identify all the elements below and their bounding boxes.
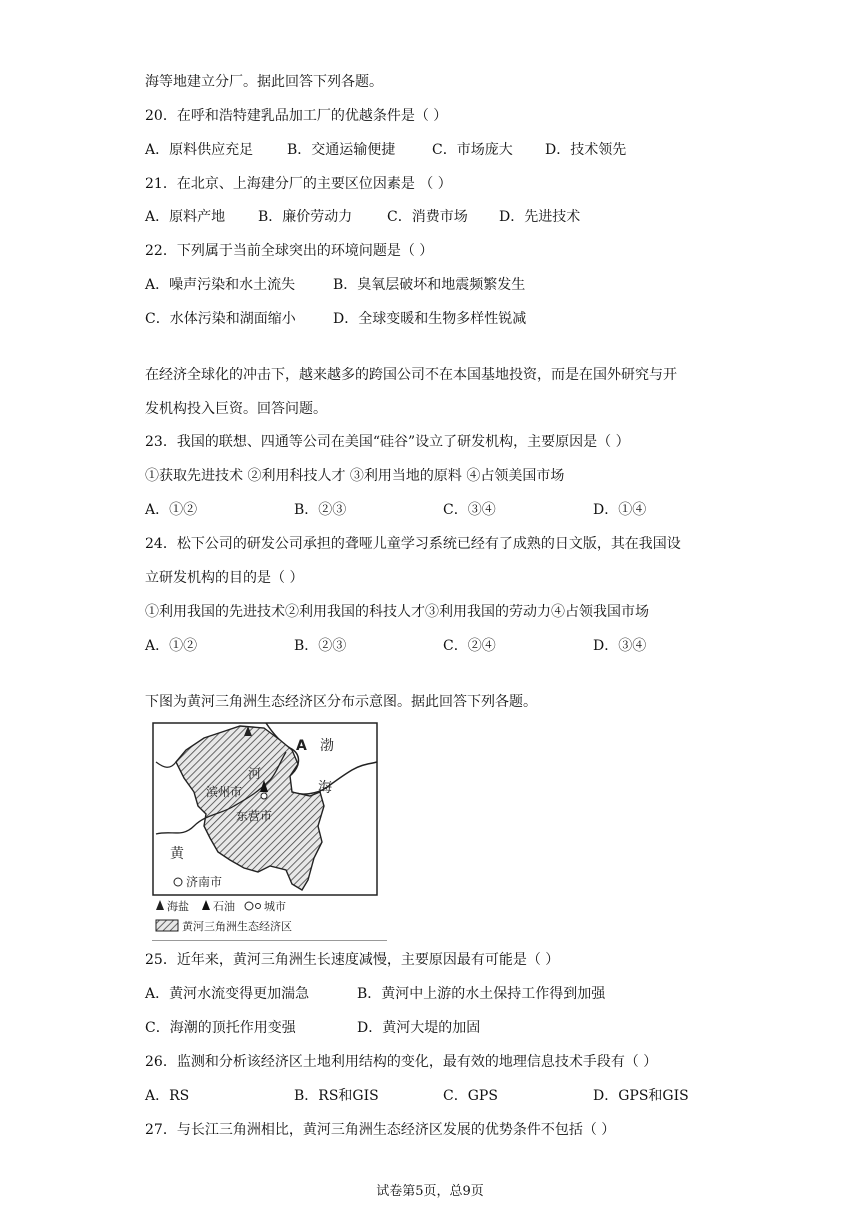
legend-city-label: 城市 [264, 900, 286, 913]
legend-salt-label: 海盐 [167, 900, 189, 913]
option-d[interactable]: D．GPS和GIS [593, 1088, 689, 1104]
option-c[interactable]: C．GPS [443, 1088, 498, 1104]
legend-zone-label: 黄河三角洲生态经济区 [182, 920, 292, 933]
option-c[interactable]: C．水体污染和湖面缩小 [145, 311, 296, 327]
label-bo: 渤 [320, 738, 334, 754]
legend-oil-icon [202, 900, 210, 910]
legend-city-icon-small [256, 904, 261, 909]
label-hai: 海 [318, 780, 332, 796]
q24-statements: ①利用我国的先进技术②利用我国的科技人才③利用我国的劳动力④占领我国市场 [145, 604, 649, 620]
passage-line: 发机构投入巨资。回答问题。 [145, 401, 327, 417]
option-a[interactable]: A．噪声污染和水土流失 [145, 277, 296, 293]
city-dongying: 东营市 [236, 809, 273, 823]
city-icon [261, 793, 267, 799]
option-a[interactable]: A．RS [145, 1088, 190, 1104]
option-b[interactable]: B．RS和GIS [294, 1088, 379, 1104]
page-footer: 试卷第5页，总9页 [376, 1184, 484, 1199]
legend-salt-icon [156, 900, 164, 910]
option-a[interactable]: A．原料产地 [145, 209, 226, 225]
question-27: 27．与长江三角洲相比，黄河三角洲生态经济区发展的优势条件不包括（ ） [145, 1122, 616, 1138]
question-26: 26．监测和分析该经济区土地利用结构的变化，最有效的地理信息技术手段有（ ） [145, 1054, 658, 1070]
city-jinan: 济南市 [186, 875, 223, 889]
option-b[interactable]: B．臭氧层破坏和地震频繁发生 [333, 277, 526, 293]
option-d[interactable]: D．①④ [593, 502, 647, 518]
option-b[interactable]: B．②③ [294, 502, 347, 518]
option-d[interactable]: D．③④ [593, 638, 647, 654]
option-d[interactable]: D．黄河大堤的加固 [357, 1020, 481, 1036]
option-a[interactable]: A．黄河水流变得更加湍急 [145, 986, 310, 1002]
option-b[interactable]: B．黄河中上游的水土保持工作得到加强 [357, 986, 606, 1002]
question-25: 25．近年来，黄河三角洲生长速度减慢，主要原因最有可能是（ ） [145, 952, 560, 968]
option-b[interactable]: B．②③ [294, 638, 347, 654]
legend-oil-label: 石油 [213, 900, 235, 913]
figure-rule [152, 940, 387, 941]
yellow-river-delta-map [152, 722, 378, 939]
question-22: 22．下列属于当前全球突出的环境问题是（ ） [145, 243, 434, 259]
option-c[interactable]: C．②④ [443, 638, 496, 654]
label-huang: 黄 [170, 846, 184, 862]
question-21: 21．在北京、上海建分厂的主要区位因素是 （ ） [145, 176, 452, 192]
option-b[interactable]: B．交通运输便捷 [287, 142, 396, 158]
passage-line: 海等地建立分厂。据此回答下列各题。 [145, 74, 383, 90]
q23-statements: ①获取先进技术 ②利用科技人才 ③利用当地的原料 ④占领美国市场 [145, 468, 565, 484]
question-23: 23．我国的联想、四通等公司在美国“硅谷”设立了研发机构，主要原因是（ ） [145, 434, 630, 450]
option-c[interactable]: C．市场庞大 [432, 142, 513, 158]
label-he: 河 [248, 767, 262, 782]
option-d[interactable]: D．先进技术 [499, 209, 581, 225]
passage-line: 下图为黄河三角洲生态经济区分布示意图。据此回答下列各题。 [145, 694, 537, 710]
legend-zone-swatch [156, 920, 178, 931]
option-a[interactable]: A．原料供应充足 [145, 142, 254, 158]
passage-line: 在经济全球化的冲击下，越来越多的跨国公司不在本国基地投资，而是在国外研究与开 [145, 367, 677, 383]
option-c[interactable]: C．消费市场 [387, 209, 468, 225]
option-a[interactable]: A．①② [145, 638, 198, 654]
option-b[interactable]: B．廉价劳动力 [258, 209, 353, 225]
option-d[interactable]: D．全球变暖和生物多样性锐减 [333, 311, 527, 327]
question-24: 24．松下公司的研发公司承担的聋哑儿童学习系统已经有了成熟的日文版，其在我国设 [145, 536, 681, 552]
city-icon [174, 878, 182, 886]
option-c[interactable]: C．海潮的顶托作用变强 [145, 1020, 296, 1036]
legend-city-icon-large [245, 902, 253, 910]
question-24-cont: 立研发机构的目的是（ ） [145, 570, 304, 586]
label-a: A [296, 738, 307, 754]
city-binzhou: 滨州市 [206, 785, 243, 799]
question-20: 20．在呼和浩特建乳品加工厂的优越条件是（ ） [145, 108, 448, 124]
option-c[interactable]: C．③④ [443, 502, 496, 518]
option-d[interactable]: D．技术领先 [545, 142, 627, 158]
option-a[interactable]: A．①② [145, 502, 198, 518]
